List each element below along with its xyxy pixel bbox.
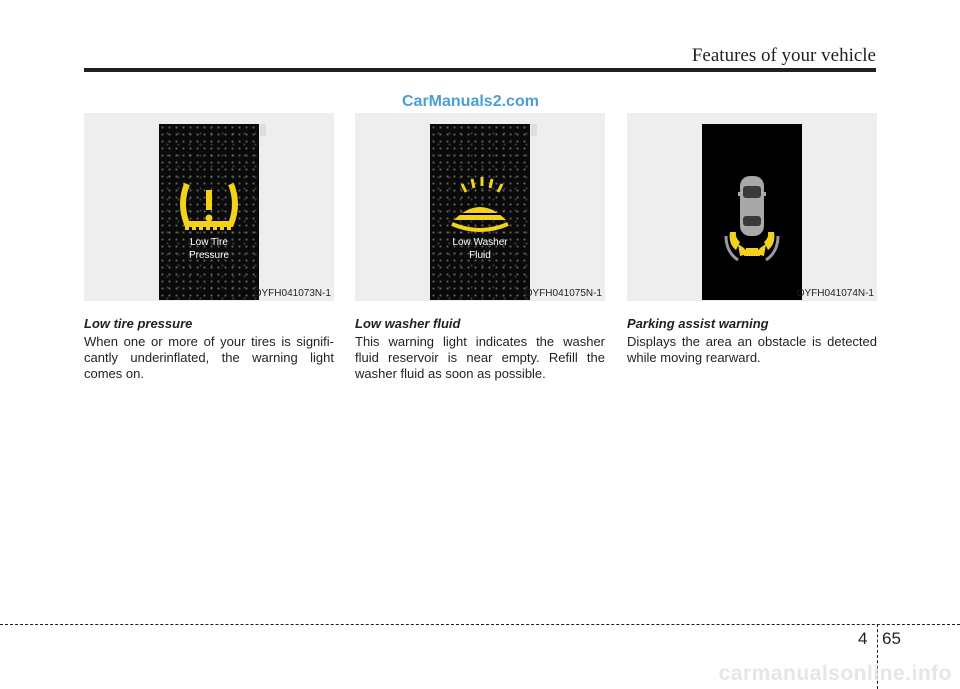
screen-label: Low Washer Fluid bbox=[452, 237, 508, 261]
cluster-display bbox=[430, 124, 530, 300]
figure-code: OYFH041075N-1 bbox=[524, 288, 602, 299]
section-title-low-washer-fluid: Low washer fluid bbox=[355, 316, 461, 331]
footer-rule bbox=[0, 624, 960, 625]
header-title: Features of your vehicle bbox=[691, 45, 876, 66]
screen-corner-mark bbox=[260, 124, 266, 136]
washer-fluid-warning-icon bbox=[430, 124, 530, 300]
watermark-top[interactable]: CarManuals2.com bbox=[402, 93, 539, 110]
rear-sensor-zones bbox=[726, 232, 778, 260]
section-title-parking-assist: Parking assist warning bbox=[627, 316, 769, 331]
figure-low-tire-pressure bbox=[84, 113, 334, 301]
page-number: 65 bbox=[882, 629, 901, 648]
tire-pressure-warning-icon bbox=[159, 124, 259, 300]
figure-code: OYFH041074N-1 bbox=[796, 288, 874, 299]
screen-label: Low Tire Pressure bbox=[188, 237, 229, 261]
section-title-low-tire-pressure: Low tire pressure bbox=[84, 316, 193, 331]
section-body-parking-assist: Displays the area an obstacle is detected while moving rearward. bbox=[627, 334, 877, 365]
cluster-display bbox=[702, 124, 802, 300]
header-rule-thin bbox=[84, 71, 659, 72]
car-top-view-icon bbox=[702, 124, 802, 300]
section-body-low-tire-pressure: When one or more of your tires is signifi-cantly underinflated, the warning light comes on. bbox=[84, 334, 334, 381]
figure-code: OYFH041073N-1 bbox=[253, 288, 331, 299]
screen-corner-mark bbox=[531, 124, 537, 136]
section-body-low-washer-fluid: This warning light indicates the washer fluid reservoir is near empty. Refill the washer fluid as soon as possible. bbox=[355, 334, 605, 381]
figure-parking-assist-warning bbox=[627, 113, 877, 301]
cluster-display bbox=[159, 124, 259, 300]
watermark-bottom[interactable]: carmanualsonline.info bbox=[718, 662, 952, 685]
figure-low-washer-fluid bbox=[355, 113, 605, 301]
chapter-number: 4 bbox=[858, 629, 868, 648]
